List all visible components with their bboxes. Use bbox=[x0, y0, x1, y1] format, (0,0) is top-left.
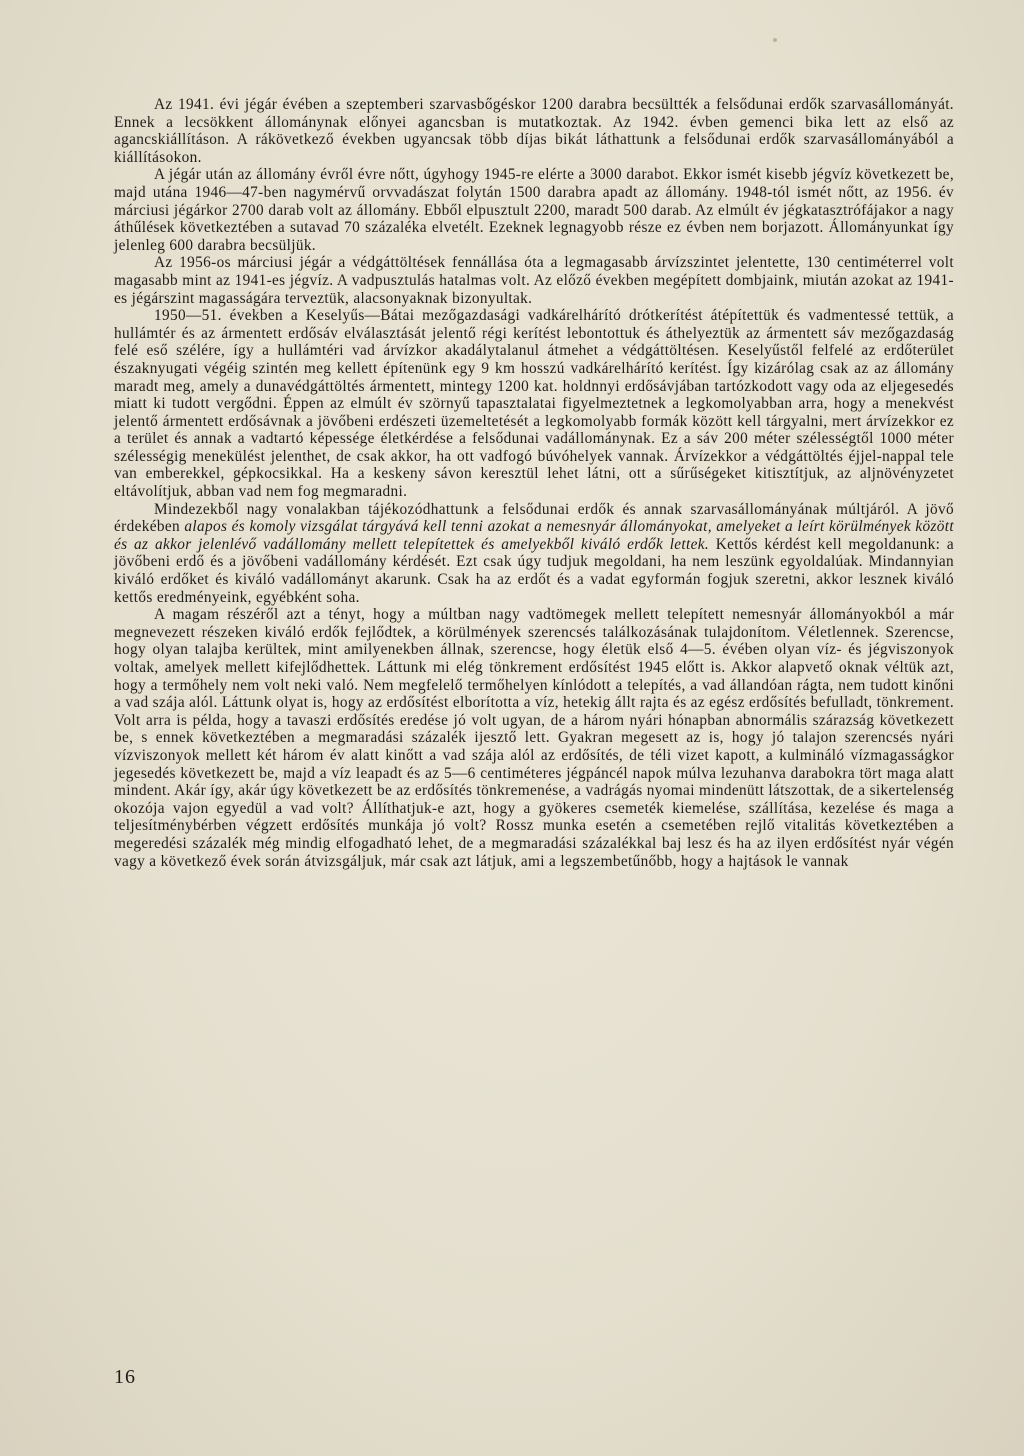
paragraph-5-tail: Kettős kérdést kell megoldanunk: a jövőbeni erdő és a jövőbeni vadállomány kérdését. Ezt csak úgy tudjuk megoldani, ha nem leszünk egyoldalúak. Mindannyian kiváló erdőket és kiváló vadállományt akarunk. Csak ha az erdőt és a vadat egyformán fogjuk szeretni, akkor lesznek kiváló kettős eredményeink, egyébként soha. bbox=[114, 535, 954, 606]
paragraph-2: A jégár után az állomány évről évre nőtt, úgyhogy 1945-re elérte a 3000 darabot. Ekkor ismét kisebb jégvíz következett be, majd utána 1946—47-ben nagymérvű orvvadászat folytán 1500 darabra apadt az állomány. 1948-tól ismét nőtt, az 1956. év márciusi jégárkor 2700 darab volt az állomány. Ebből elpusztult 2200, maradt 500 darab. Az elmúlt év jégkatasztrófájakor a nagy áthűlések következtében a sutavad 70 százaléka elvetélt. Ezeknek legnagyobb része ez évben nem borjazott. Állományunkat így jelenleg 600 darabra becsüljük. bbox=[114, 166, 954, 254]
paragraph-5 bbox=[114, 501, 954, 607]
paragraph-4: 1950—51. években a Keselyűs—Bátai mezőgazdasági vadkárelhárító drótkerítést átépítettük és vadmentessé tettük, a hullámtér és az ármentett erdősáv elválasztását jelentő régi kerítést lebontottuk és áthelyeztük az ármentett sáv mezőgazdaság felé eső szélére, így a hullámtéri vad árvízkor akadálytalanul átmehet a védgáttöltésen. Keselyűstől felfelé az erdőterület északnyugati végéig szintén meg kellett építenünk egy 9 km hosszú vadkárelhárító kerítést. Így kizárólag csak az az állomány maradt meg, amely a dunavédgáttöltés ármentett, mintegy 1200 kat. holdnnyi erdősávjában tartózkodott vagy oda az eljegesedés miatt ki tudott vergődni. Éppen az elmúlt év szörnyű tapasztalatai figyelmeztetnek a legkomolyabban arra, hogy a menekvést jelentő ármentett erdősávnak a jövőbeni erdészeti üzemeltetését a legkomolyabb formák között kell tárgyalni, mert árvízekkor ez a terület és annak a vadtartó képessége életkérdése a felsődunai vadállománynak. Ez a sáv 200 méter szélességtől 1000 méter szélességig menekülést jelenthet, de csak akkor, ha ott vadfogó búvóhelyek vannak. Árvízekkor a védgáttöltés éjjel-nappal tele van emberekkel, gépkocsikkal. Ha a keskeny sávon keresztül lehet látni, ott a sűrűségeket kitisztítjuk, az aljnövényzetet eltávolítjuk, abban vad nem fog megmaradni. bbox=[114, 307, 954, 501]
paragraph-5-lead: Mindezekből nagy vonalakban tájékozódhattunk a felsődunai erdők és annak szarvasállományának múltjáról. A jövő érdekében bbox=[114, 500, 954, 536]
paragraph-6: A magam részéről azt a tényt, hogy a múltban nagy vadtömegek mellett telepített nemesnyár állományokból a már megnevezett részeken kiváló erdők fejlődtek, a körülmények szerencsés találkozásának tulajdonítom. Véletlennek. Szerencse, hogy olyan talajba kerültek, mint amilyenekben állnak, szerencse, hogy életük első 4—5. évében olyan víz- és jégviszonyok voltak, amelyek mellett kifejlődhettek. Láttunk mi elég tönkrement erdősítést 1945 előtt is. Akkor alapvető oknak véltük azt, hogy a termőhely nem volt neki való. Nem megfelelő termőhelyen kínlódott a telepítés, a vad állandóan rágta, nem tudott kinőni a vad szája alól. Láttunk olyat is, hogy az erdősítést elborította a víz, hetekig állt rajta és az egész erdősítés befulladt, tönkrement. Volt arra is példa, hogy a tavaszi erdősítés eredése jó volt ugyan, de a három nyári hónapban abnormális szárazság következett be, s ennek következtében a megmaradási százalék ijesztő lett. Gyakran megesett az is, hogy jó talajon szerencsés nyári vízviszonyok mellett két három év alatt kinőtt a vad szája alól az erdősítés, de téli vizet kapott, a kulmináló vízmagasságkor jegesedés következett be, majd a víz leapadt és az 5—6 centiméteres jégpáncél napok múlva lezuhanva darabokra tört maga alatt mindent. Akár így, akár úgy következett be az erdősítés tönkremenése, a vadrágás nyomai mindenütt látszottak, de a sikertelenség okozója vajon egyedül a vad volt? Állíthatjuk-e azt, hogy a gyökeres csemeték kiemelése, szállítása, kezelése és maga a teljesítménybérben végzett erdősítés munkája jó volt? Rossz munka esetén a csemetében rejlő vitalitás következtében a megeredési százalék még mindig elfogadható lehet, de a megmaradási százalékkal baj lesz és ha az ilyen erdősítést nyár végén vagy a következő évek során átvizsgáljuk, már csak azt látjuk, ami a legszembetűnőbb, hogy a hajtások le vannak bbox=[114, 606, 954, 870]
paragraph-5-emphasis: alapos és komoly vizsgálat tárgyává kell tenni azokat a nemesnyár állományokat, amelyeket a leírt körülmények között és az akkor jelenlévő vadállomány mellett telepítettek és amelyekből kiváló erdők lettek. bbox=[114, 518, 955, 553]
paragraph-3: Az 1956-os márciusi jégár a védgáttöltések fennállása óta a legmagasabb árvízszintet jelentette, 130 centiméterrel volt magasabb mint az 1941-es jégvíz. A vadpusztulás hatalmas volt. Az előző években megépített dombjaink, miután azokat az 1941-es jégárszint magasságára terveztük, alacsonyaknak bizonyultak. bbox=[114, 254, 954, 307]
paper-speck bbox=[773, 38, 777, 42]
page-number: 16 bbox=[114, 1366, 136, 1388]
body-text bbox=[114, 96, 954, 870]
paragraph-1: Az 1941. évi jégár évében a szeptemberi szarvasbőgéskor 1200 darabra becsültték a felsődunai erdők szarvasállományát. Ennek a lecsökkent állománynak előnyei agancsban is mutatkoztak. Az 1942. évben gemenci bika lett az első az agancskiállításon. A rákövetkező években ugyancsak több díjas bikát láthattunk a felsődunai erdők szarvasállományából a kiállításokon. bbox=[114, 96, 954, 166]
